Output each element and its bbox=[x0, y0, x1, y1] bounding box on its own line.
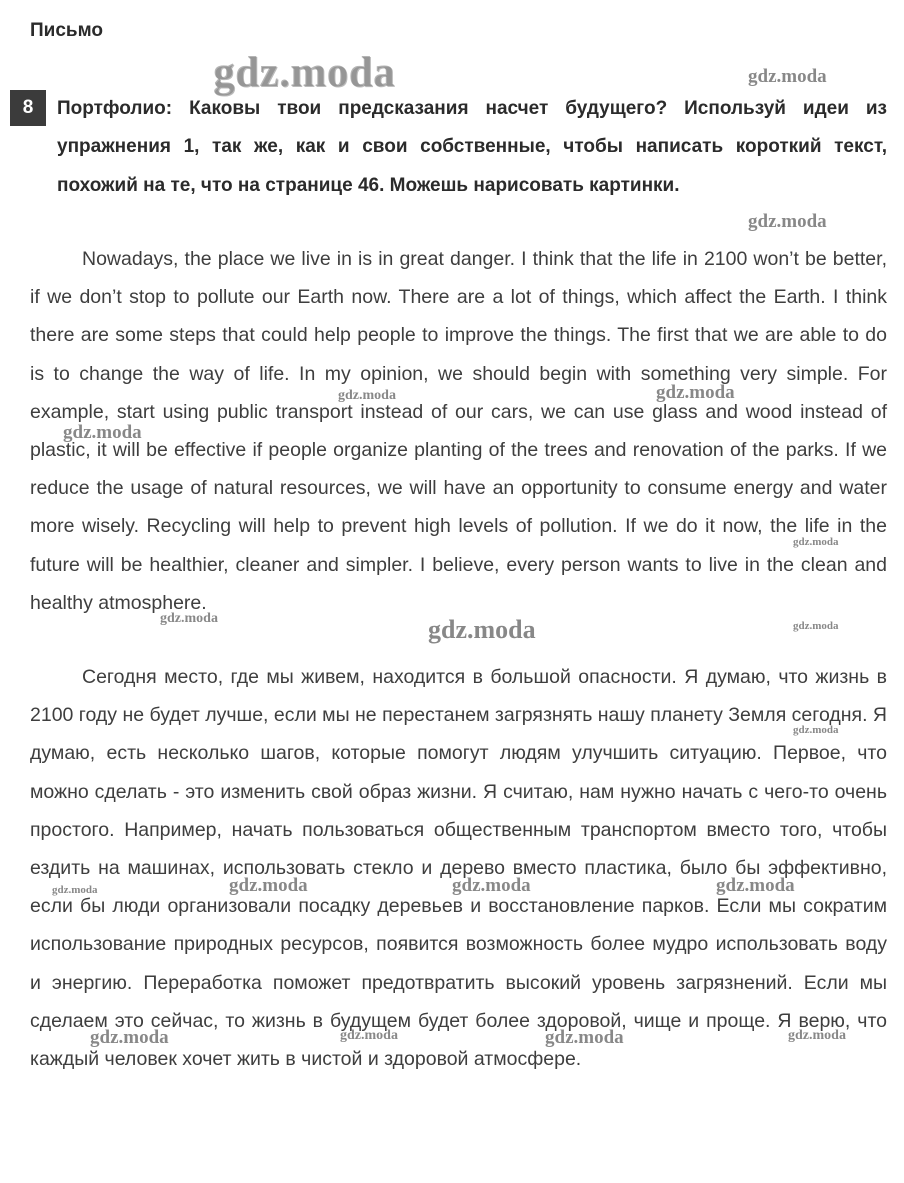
watermark: gdz.moda bbox=[656, 382, 735, 403]
watermark: gdz.moda bbox=[338, 388, 396, 403]
watermark: gdz.moda bbox=[788, 1028, 846, 1043]
watermark: gdz.moda bbox=[716, 875, 795, 896]
watermark: gdz.moda bbox=[545, 1027, 624, 1048]
watermark: gdz.moda bbox=[428, 615, 536, 644]
watermark: gdz.moda bbox=[229, 875, 308, 896]
watermark: gdz.moda bbox=[160, 611, 218, 626]
watermark: gdz.moda bbox=[452, 875, 531, 896]
watermark: gdz.moda bbox=[63, 422, 142, 443]
exercise-task-text: Портфолио: Каковы твои предсказания насчет будущего? Используй идеи из упражнения 1, так же, как и свои собственные, чтобы написать короткий текст, похожий на те, что на странице 46. Можешь нарисовать картинки. bbox=[57, 98, 887, 196]
section-title: Письмо bbox=[30, 20, 103, 41]
watermark: gdz.moda bbox=[748, 66, 827, 87]
watermark: gdz.moda bbox=[793, 620, 839, 632]
exercise-number-badge: 8 bbox=[10, 90, 46, 126]
russian-paragraph: Сегодня место, где мы живем, находится в большой опасности. Я думаю, что жизнь в 2100 году не будет лучше, если мы не перестанем загрязнять нашу планету Земля сегодня. Я думаю, есть несколько шагов, которые помогут людям улучшить ситуацию. Первое, что можно сделать - это изменить свой образ жизни. Я считаю, нам нужно начать с чего-то очень простого. Например, начать пользоваться общественным транспортом вместо того, чтобы ездить на машинах, использовать стекло и дерево вместо пластика, было бы эффективно, если бы люди организовали посадку деревьев и восстановление парков. Если мы сократим использование природных ресурсов, появится возможность более мудро использовать воду и энергию. Переработка поможет предотвратить высокий уровень загрязнений. Если мы сделаем это сейчас, то жизнь в будущем будет более здоровой, чище и проще. Я верю, что каждый человек хочет жить в чистой и здоровой атмосфере. bbox=[30, 666, 887, 1071]
watermark: gdz.moda bbox=[340, 1028, 398, 1043]
english-paragraph: Nowadays, the place we live in is in great danger. I think that the life in 2100 won’t be better, if we don’t stop to pollute our Earth now. There are a lot of things, which affect the Earth. I think there are some steps that could help people to improve the things. The first that we are able to do is to change the way of life. In my opinion, we should begin with something very simple. For example, start using public transport instead of our cars, we can use glass and wood instead of plastic, it will be effective if people organize planting of the trees and renovation of the parks. If we reduce the usage of natural resources, we will have an opportunity to consume energy and water more wisely. Recycling will help to prevent high levels of pollution. If we do it now, the life in the future will be healthier, cleaner and simpler. I believe, every person wants to live in the clean and healthy atmosphere. bbox=[30, 248, 887, 614]
watermark: gdz.moda bbox=[90, 1027, 169, 1048]
watermark: gdz.moda bbox=[213, 49, 395, 96]
watermark: gdz.moda bbox=[748, 211, 827, 232]
watermark: gdz.moda bbox=[52, 884, 98, 896]
watermark: gdz.moda bbox=[793, 724, 839, 736]
watermark: gdz.moda bbox=[793, 536, 839, 548]
